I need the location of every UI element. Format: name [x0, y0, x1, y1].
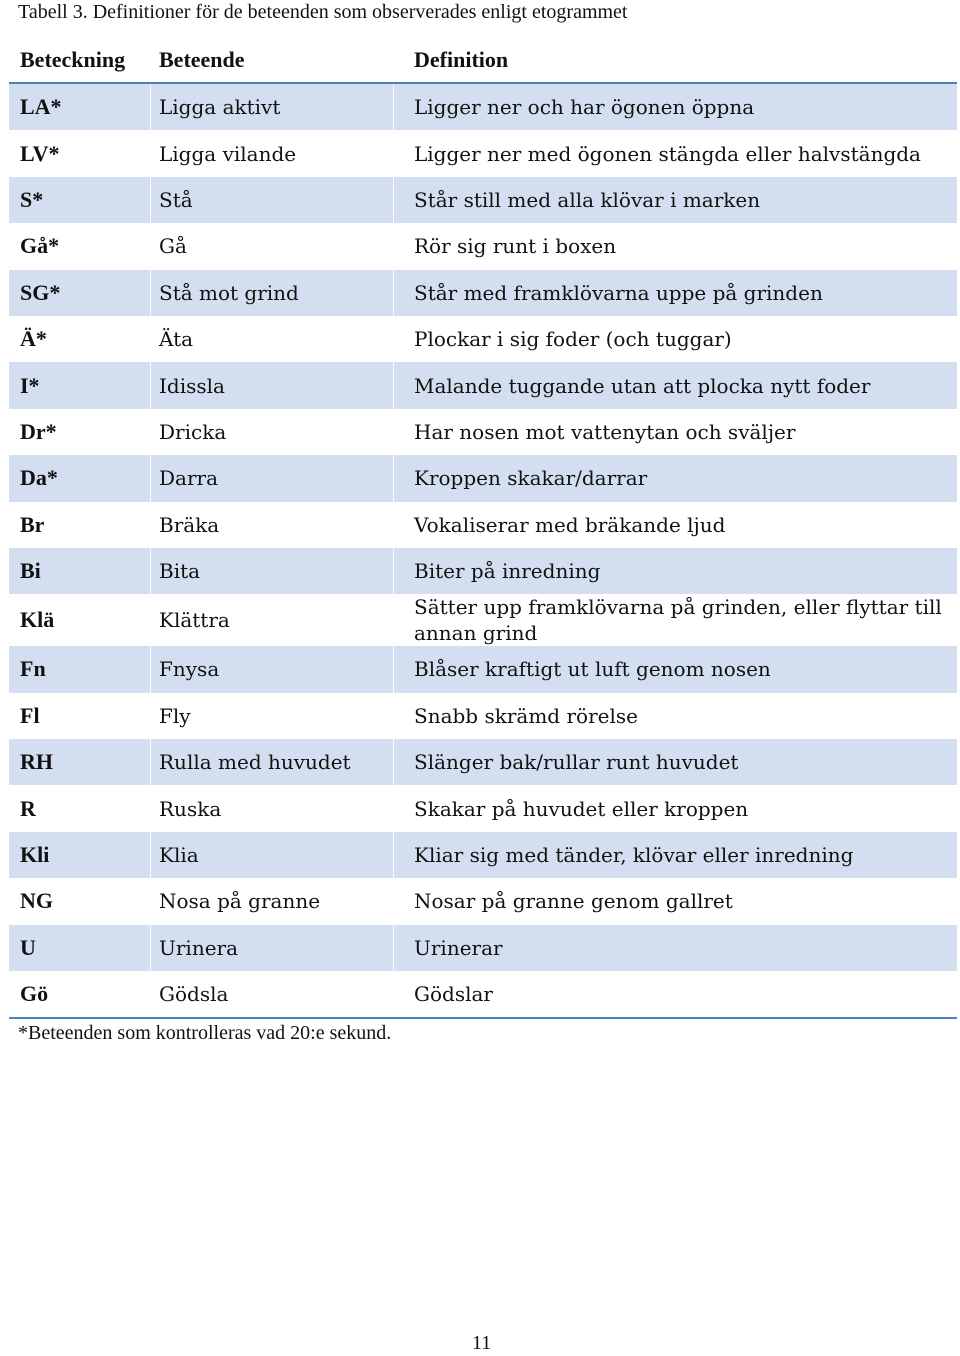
table-header	[9, 36, 957, 84]
row-code: LV*	[20, 140, 60, 166]
row-behavior: Ligga aktivt	[159, 95, 281, 120]
table-row	[9, 362, 957, 408]
row-definition: Ligger ner med ögonen stängda eller halvstängda	[414, 141, 921, 166]
row-definition: Slänger bak/rullar runt huvudet	[414, 750, 739, 775]
row-behavior: Fly	[159, 703, 191, 728]
row-behavior: Dricka	[159, 419, 227, 444]
row-definition: Gödslar	[414, 982, 493, 1007]
row-behavior: Klättra	[159, 608, 230, 633]
row-definition: Ligger ner och har ögonen öppna	[414, 95, 755, 120]
row-definition: Malande tuggande utan att plocka nytt foder	[414, 373, 871, 398]
row-behavior: Rulla med huvudet	[159, 750, 351, 775]
row-definition: Står still med alla klövar i marken	[414, 187, 761, 212]
table-row	[9, 785, 957, 831]
row-code: I*	[20, 372, 40, 398]
table-footnote: *Beteenden som kontrolleras vad 20:e sekund.	[18, 1022, 392, 1044]
row-definition: Står med framklövarna uppe på grinden	[414, 280, 823, 305]
behavior-table	[9, 36, 957, 1019]
row-code: S*	[20, 186, 44, 212]
table-row	[9, 739, 957, 785]
header-behavior: Beteende	[159, 47, 245, 72]
table-caption: Tabell 3. Definitioner för de beteenden som observerades enligt etogrammet	[18, 1, 628, 23]
table-bottom-rule	[9, 1017, 957, 1019]
table-row	[9, 409, 957, 455]
row-behavior: Ruska	[159, 796, 222, 821]
row-definition: Vokaliserar med bräkande ljud	[414, 512, 726, 537]
table-row	[9, 502, 957, 548]
row-code: Fn	[20, 656, 46, 682]
row-behavior: Stå	[159, 187, 193, 212]
row-definition: Kliar sig med tänder, klövar eller inredning	[414, 843, 854, 868]
row-code: Dr*	[20, 418, 57, 444]
row-code: Kli	[20, 842, 50, 868]
row-definition: Urinerar	[414, 935, 503, 960]
table-row	[9, 270, 957, 316]
row-behavior: Urinera	[159, 935, 239, 960]
table-row	[9, 316, 957, 362]
table-row	[9, 455, 957, 501]
table-row	[9, 594, 957, 646]
row-definition: Biter på inredning	[414, 559, 601, 584]
row-definition: Rör sig runt i boxen	[414, 234, 617, 259]
row-code: Fl	[20, 702, 40, 728]
row-behavior: Bräka	[159, 512, 220, 537]
row-behavior: Ligga vilande	[159, 141, 297, 166]
row-definition: Snabb skrämd rörelse	[414, 703, 638, 728]
row-definition: Har nosen mot vattenytan och sväljer	[414, 419, 796, 444]
row-code: Bi	[20, 558, 41, 584]
row-definition: Nosar på granne genom gallret	[414, 889, 733, 914]
header-definition: Definition	[414, 47, 509, 72]
table-row	[9, 925, 957, 971]
row-behavior: Idissla	[159, 373, 225, 398]
row-definition: Plockar i sig foder (och tuggar)	[414, 327, 732, 352]
table-row	[9, 878, 957, 924]
table-row	[9, 548, 957, 594]
row-code: Br	[20, 511, 45, 537]
page-number: 11	[472, 1332, 492, 1354]
row-behavior: Nosa på granne	[159, 889, 321, 914]
header-code: Beteckning	[20, 47, 126, 72]
row-code: Da*	[20, 465, 58, 491]
row-definition: Skakar på huvudet eller kroppen	[414, 796, 749, 821]
row-definition: Sätter upp framklövarna på grinden, eller flyttar till annan grind	[414, 595, 942, 646]
table-row	[9, 223, 957, 269]
table-row	[9, 832, 957, 878]
row-behavior: Klia	[159, 843, 199, 868]
row-behavior: Gå	[159, 234, 187, 259]
row-code: Gö	[20, 981, 49, 1007]
row-behavior: Darra	[159, 466, 219, 491]
table-row	[9, 130, 957, 176]
row-behavior: Äta	[159, 327, 194, 352]
row-behavior: Stå mot grind	[159, 280, 299, 305]
row-code: SG*	[20, 279, 61, 305]
table-row	[9, 971, 957, 1017]
row-code: R	[20, 795, 36, 821]
row-code: Gå*	[20, 233, 60, 259]
row-code: Ä*	[20, 326, 47, 352]
row-definition: Blåser kraftigt ut luft genom nosen	[414, 657, 771, 682]
table-row	[9, 84, 957, 130]
row-behavior: Gödsla	[159, 982, 229, 1007]
row-code: LA*	[20, 94, 62, 120]
row-definition: Kroppen skakar/darrar	[414, 466, 648, 491]
row-code: NG	[20, 888, 53, 914]
row-behavior: Bita	[159, 559, 201, 584]
row-behavior: Fnysa	[159, 657, 220, 682]
table-row	[9, 177, 957, 223]
row-code: RH	[20, 749, 53, 775]
row-code: U	[20, 934, 36, 960]
table-row	[9, 693, 957, 739]
table-row	[9, 646, 957, 692]
row-code: Klä	[20, 607, 55, 633]
